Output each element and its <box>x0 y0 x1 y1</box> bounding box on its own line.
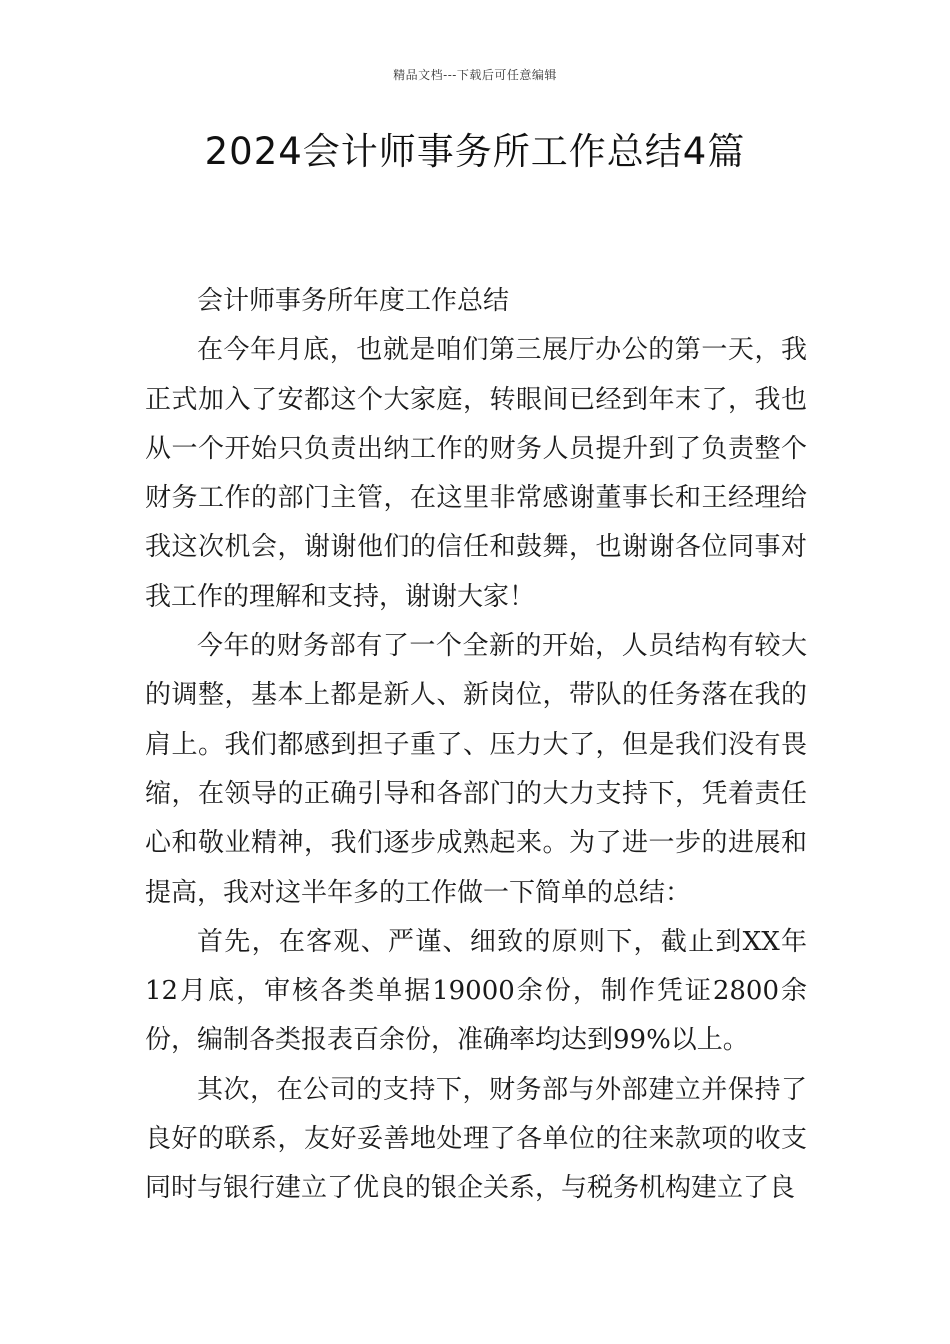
header-note: 精品文档---下载后可任意编辑 <box>393 68 557 82</box>
document-body <box>145 277 807 1214</box>
document-title: 2024会计师事务所工作总结4篇 <box>204 130 746 173</box>
paragraph: 其次，在公司的支持下，财务部与外部建立并保持了良好的联系，友好妥善地处理了各单位的往来款项的收支同时与银行建立了优良的银企关系，与税务机构建立了良 <box>145 1074 807 1204</box>
paragraph: 在今年月底，也就是咱们第三展厅办公的第一天，我正式加入了安都这个大家庭，转眼间已经到年末了，我也从一个开始只负责出纳工作的财务人员提升到了负责整个财务工作的部门主管，在这里非常感谢董事长和王经理给我这次机会，谢谢他们的信任和鼓舞，也谢谢各位同事对我工作的理解和支持，谢谢大家！ <box>145 335 807 612</box>
section-heading: 会计师事务所年度工作总结 <box>197 286 510 316</box>
paragraph: 今年的财务部有了一个全新的开始，人员结构有较大的调整，基本上都是新人、新岗位，带队的任务落在我的肩上。我们都感到担子重了、压力大了，但是我们没有畏缩，在领导的正确引导和各部门的大力支持下，凭着责任心和敬业精神，我们逐步成熟起来。为了进一步的进展和提高，我对这半年多的工作做一下简单的总结： <box>145 631 807 908</box>
paragraph: 首先，在客观、严谨、细致的原则下，截止到XX年12月底，审核各类单据19000余份，制作凭证2800余份，编制各类报表百余份，准确率均达到99%以上。 <box>145 926 807 1056</box>
